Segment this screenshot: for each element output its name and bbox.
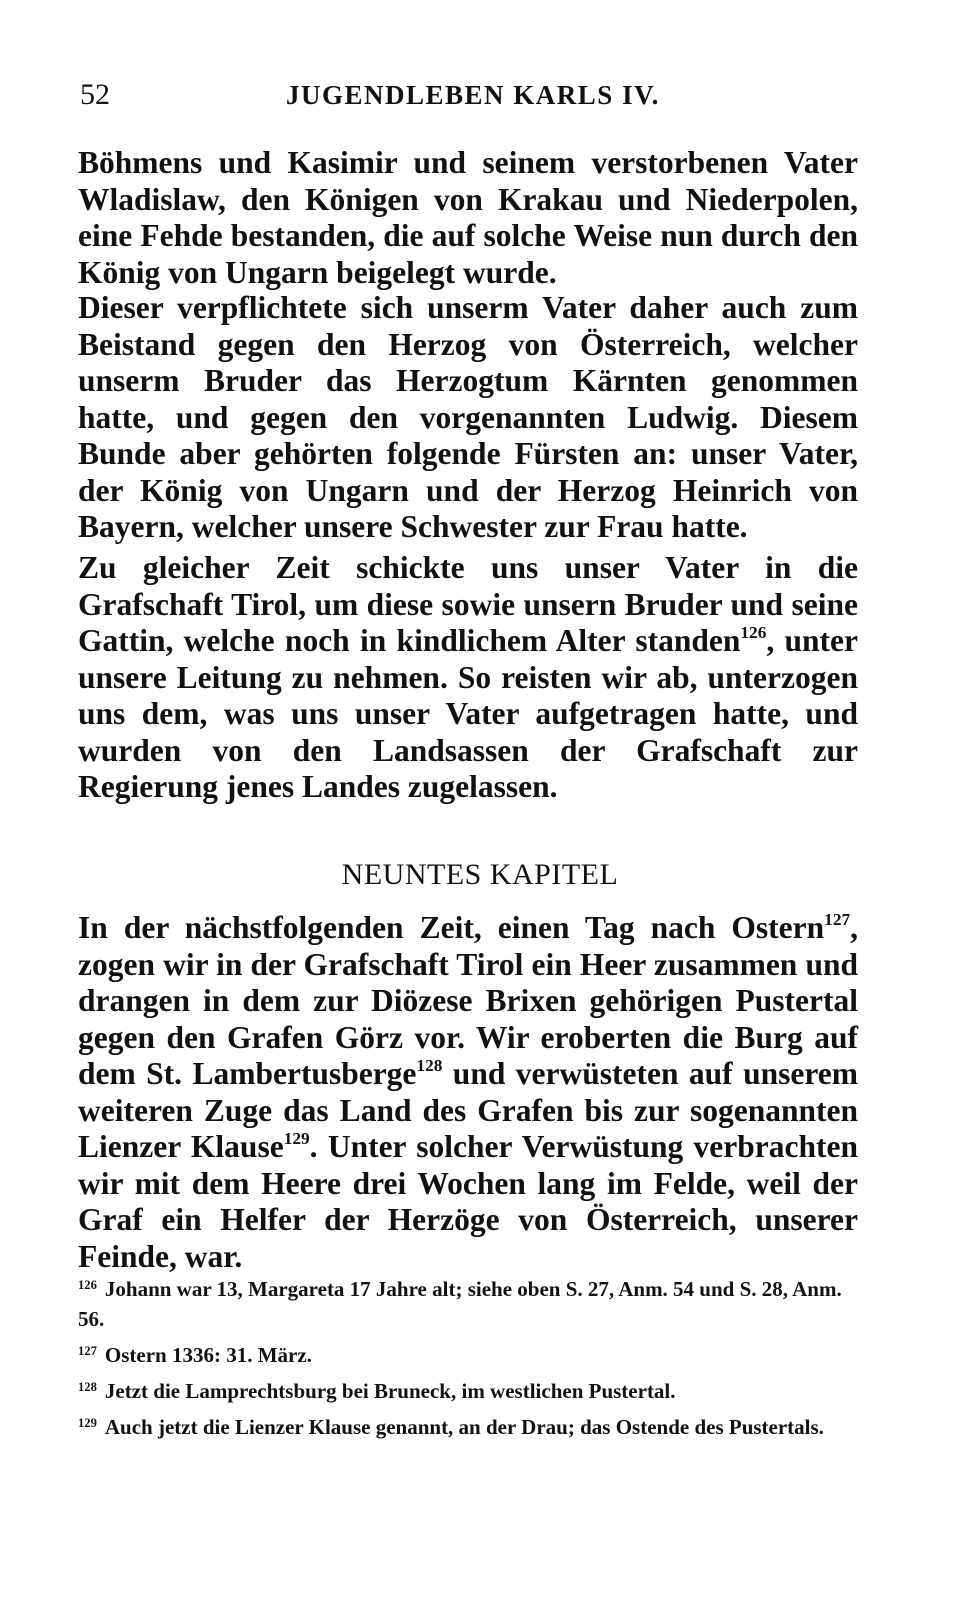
footnote-number: 129 bbox=[78, 1415, 97, 1430]
chapter-text-a: In der nächstfolgenden Zeit, einen Tag nach Ostern bbox=[78, 910, 825, 945]
chapter-paragraph bbox=[78, 910, 858, 1275]
footnote bbox=[78, 1408, 858, 1442]
footnote-ref-129: 129 bbox=[283, 1129, 310, 1149]
paragraph-2: Dieser verpflichtete sich unserm Vater daher auch zum Beistand gegen den Herzog von Österreich, welcher unserm Bruder das Herzogtum Kärnten genommen hatte, und gegen den vorgenannten Ludwig. Diesem Bunde aber gehörten folgende Fürsten an: unser Vater, der König von Ungarn und der Herzog Heinrich von Bayern, welcher unsere Schwester zur Frau hatte. bbox=[78, 290, 858, 544]
footnotes bbox=[78, 1270, 858, 1444]
paragraph-3-text-b: , unter unsere Leitung zu nehmen. So reisten wir ab, unterzogen uns dem, was uns unser Vater aufgetragen hatte, und wurden von den Landsassen der Grafschaft zur Regierung jenes Landes zugelassen. bbox=[78, 623, 859, 804]
footnote-ref-126: 126 bbox=[740, 623, 767, 643]
footnote-text: Auch jetzt die Lienzer Klause genannt, an der Drau; das Ostende des Pustertals. bbox=[104, 1414, 824, 1439]
paragraph-3 bbox=[78, 550, 858, 806]
chapter-text-b: , zogen wir in der Grafschaft Tirol ein Heer zusammen und drangen in dem zur Diözese Brixen gehörigen Pustertal gegen den Grafen Görz vor. Wir eroberten die Burg auf dem St. Lambertusberge bbox=[78, 910, 858, 1091]
footnote-number: 127 bbox=[78, 1343, 97, 1358]
paragraph-3-text-a: Zu gleicher Zeit schickte uns unser Vater in die Grafschaft Tirol, um diese sowie unsern Bruder und seine Gattin, welche noch in kindlichem Alter standen bbox=[78, 550, 858, 658]
footnote-text: Johann war 13, Margareta 17 Jahre alt; siehe oben S. 27, Anm. 54 und S. 28, Anm. 56. bbox=[78, 1276, 842, 1331]
chapter-text-d: . Unter solcher Verwüstung verbrachten wir mit dem Heere drei Wochen lang im Felde, weil der Graf ein Helfer der Herzöge von Österreich, unserer Feinde, war. bbox=[78, 1129, 858, 1274]
footnote-text: Jetzt die Lamprechtsburg bei Bruneck, im westlichen Pustertal. bbox=[104, 1378, 676, 1403]
chapter-text-c: und verwüsteten auf unserem weiteren Zuge das Land des Grafen bis zur sogenannten Lienzer Klause bbox=[78, 1056, 858, 1164]
chapter-title: NEUNTES KAPITEL bbox=[341, 858, 619, 891]
footnote-ref-127: 127 bbox=[824, 910, 851, 930]
footnote-number: 126 bbox=[78, 1278, 97, 1292]
footnote-ref-128: 128 bbox=[416, 1056, 443, 1076]
page-header bbox=[80, 78, 860, 118]
footnote bbox=[78, 1372, 858, 1406]
footnote bbox=[78, 1336, 858, 1370]
running-title: JUGENDLEBEN KARLS IV. bbox=[286, 80, 660, 110]
footnote bbox=[78, 1270, 858, 1334]
page-number: 52 bbox=[80, 78, 110, 111]
footnote-number: 128 bbox=[78, 1379, 97, 1394]
paragraph-1: Böhmens und Kasimir und seinem verstorbenen Vater Wladislaw, den Königen von Krakau und Niederpolen, eine Fehde bestanden, die auf solche Weise nun durch den König von Ungarn beigelegt wurde. bbox=[78, 145, 858, 290]
footnote-text: Ostern 1336: 31. März. bbox=[104, 1342, 312, 1367]
